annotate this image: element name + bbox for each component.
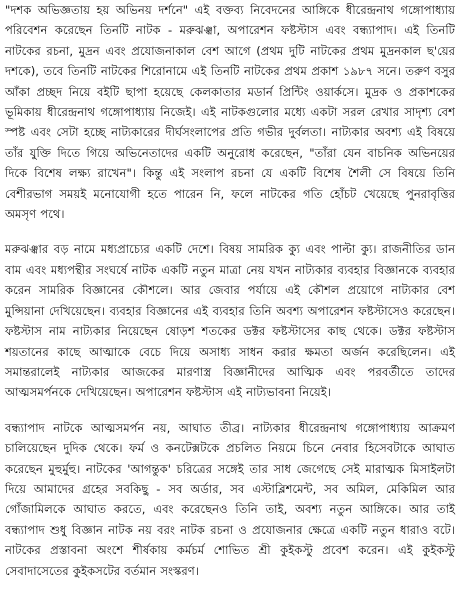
- paragraph-bondhyapad: বন্ধ্যাপাদ নাটকে আত্মসমর্পন নয়, আঘাত তীব্র। নাট্যকার ধীরেন্দ্রনাথ গঙ্গোপাধ্যায় আক্রমণ চালিয়েছেন দুদিক থেকে। ফর্ম ও কনটেক্সটকে প্রচলিত নিয়মে চিনে নেবার হিসেবটাকে আঘাত করেছেন মুহুর্মুহু। নাটকের 'আগন্তুক' চরিত্রের সঙ্গেই তার সাধ জেগেছে সেই মারাত্মক মিসাইলটা দিয়ে আমাদের গ্রহের সবকিছু - সব অর্ডার, সব এস্টাব্লিশমেন্ট, সব অমিল, মেকিমিল আর গোঁজামিলকে আঘাত করতে, এবং করেছেনও তিনি তাই, অবশ্য নতুন আঙ্গিকে। আর তাই বন্ধ্যাপাদ শুধু বিজ্ঞান নাটক নয় বরং নাটক রচনা ও প্রযোজনার ক্ষেত্রে একটি নতুন ধারাও বটে। নাটকের প্রস্তাবনা অংশে শীর্ষকায় কর্মচর্ম শোভিত শ্রী কুইকস্টু প্রবেশ করেন। এই কুইকস্টু সেবাদাসেতের কুইকসটের বর্তমান সংস্করণ।: [5, 420, 455, 578]
- paragraph-morujhonjha: মরুঝঞ্ঝার বড় নামে মধ্যপ্রাচ্যের একটি দেশে। বিষয় সামরিক ক্যু এবং পাল্টা ক্যু। রাজনীতির ডান বাম এবং মধ্যপন্থীর সংঘর্ষে নাটক একটি নতুন মাত্রা নেয় যখন নাট্যকার ব্যবহার বিজ্ঞানকে ব্যবহার করেন সামরিক বিজ্ঞানের কৌশলে। আর জেবার পর্যায়ে এই কৌশল প্রয়োগে নাট্যকার বেশ মুন্সিয়ানা দেখিয়েছেন। ব্যবহার বিজ্ঞানের এই ব্যবহার তিনি অবশ্য অপারেশন ফষ্টস্টাসেও করেছেন। ফষ্টস্টাস নাম নাট্যকার নিয়েছেন ষোড়শ শতকের ডক্টর ফষ্টস্টাসের কাছ থেকে। ডক্টর ফষ্টস্টাস শয়তানের কাছে আত্মাকে বেচে দিয়ে অসাধ্য সাধন করার ক্ষমতা অর্জন করেছিলেন। এই সমান্তরালেই নাট্যকার আজকের মারণাস্ত্র বিজ্ঞানীদের আত্মিক এবং পরবর্তীতে তাদের আত্মসমর্পনকে দেখিয়েছেন। অপারেশন ফষ্টস্টাস এই নাট্যভাবনা নিয়েই।: [5, 242, 455, 400]
- paragraph-intro: "দশক অভিজ্ঞতায় হয় অভিনয় দর্শনে" এই বক্তব্য নিবেদনের আঙ্গিকে ধীরেন্দ্রনাথ গঙ্গোপাধ্যায় পরিবেশন করেছেন তিনটি নাটক - মরুঝঞ্ঝা, অপারেশন ফষ্টস্টাস এবং বন্ধ্যাপাদ। এই তিনটি নাটকের রচনা, মুদ্রন এবং প্রযোজনাকাল বেশ আগে (প্রথম দুটি নাটকের প্রথম মুদ্রনকাল ছ'য়ের দশকে), তবে তিনটি নাটকের শিরোনামে এই তিনটি নাটকের প্রথম প্রকাশ ১৯৮৭ সনে। তরুণ বসুর আঁকা প্রচ্ছদ নিয়ে বইটি ছাপা হয়েছে কেলকাতার মডার্ন প্রিন্টিং ওয়ার্কসে। মুদ্রক ও প্রকাশকের ভূমিকায় ধীরেন্দ্রনাথ গঙ্গোপাধ্যায় নিজেই। এই নাটকগুলোর মধ্যে একটা সরল রেখার সাদৃশ্য বেশ স্পষ্ট এবং সেটা হচ্ছে নাট্যকারের দীর্ঘসংলাপের প্রতি গভীর দুর্বলতা। নাট্যকার অবশ্য এই বিষয়ে তাঁর যুক্তি দিতে গিয়ে অভিনেতাদের একটি অনুরোধ করেছেন, "তাঁরা যেন বাচনিক অভিনয়ের দিকে বিশেষ লক্ষ্য রাখেন"। কিন্তু এই সংলাপ রচনা যে একটি বিশেষ শৈলী সে বিষয়ে তিনি বেশীরভাগ সময়ই মনোযোগী হতে পারেন নি, ফলে নাটকের গতি হোঁচট খেয়েছে পুনরাবৃত্তির অমসৃণ পথে।: [5, 3, 455, 222]
- paragraph-spacer: [5, 403, 455, 418]
- paragraph-spacer: [5, 224, 455, 239]
